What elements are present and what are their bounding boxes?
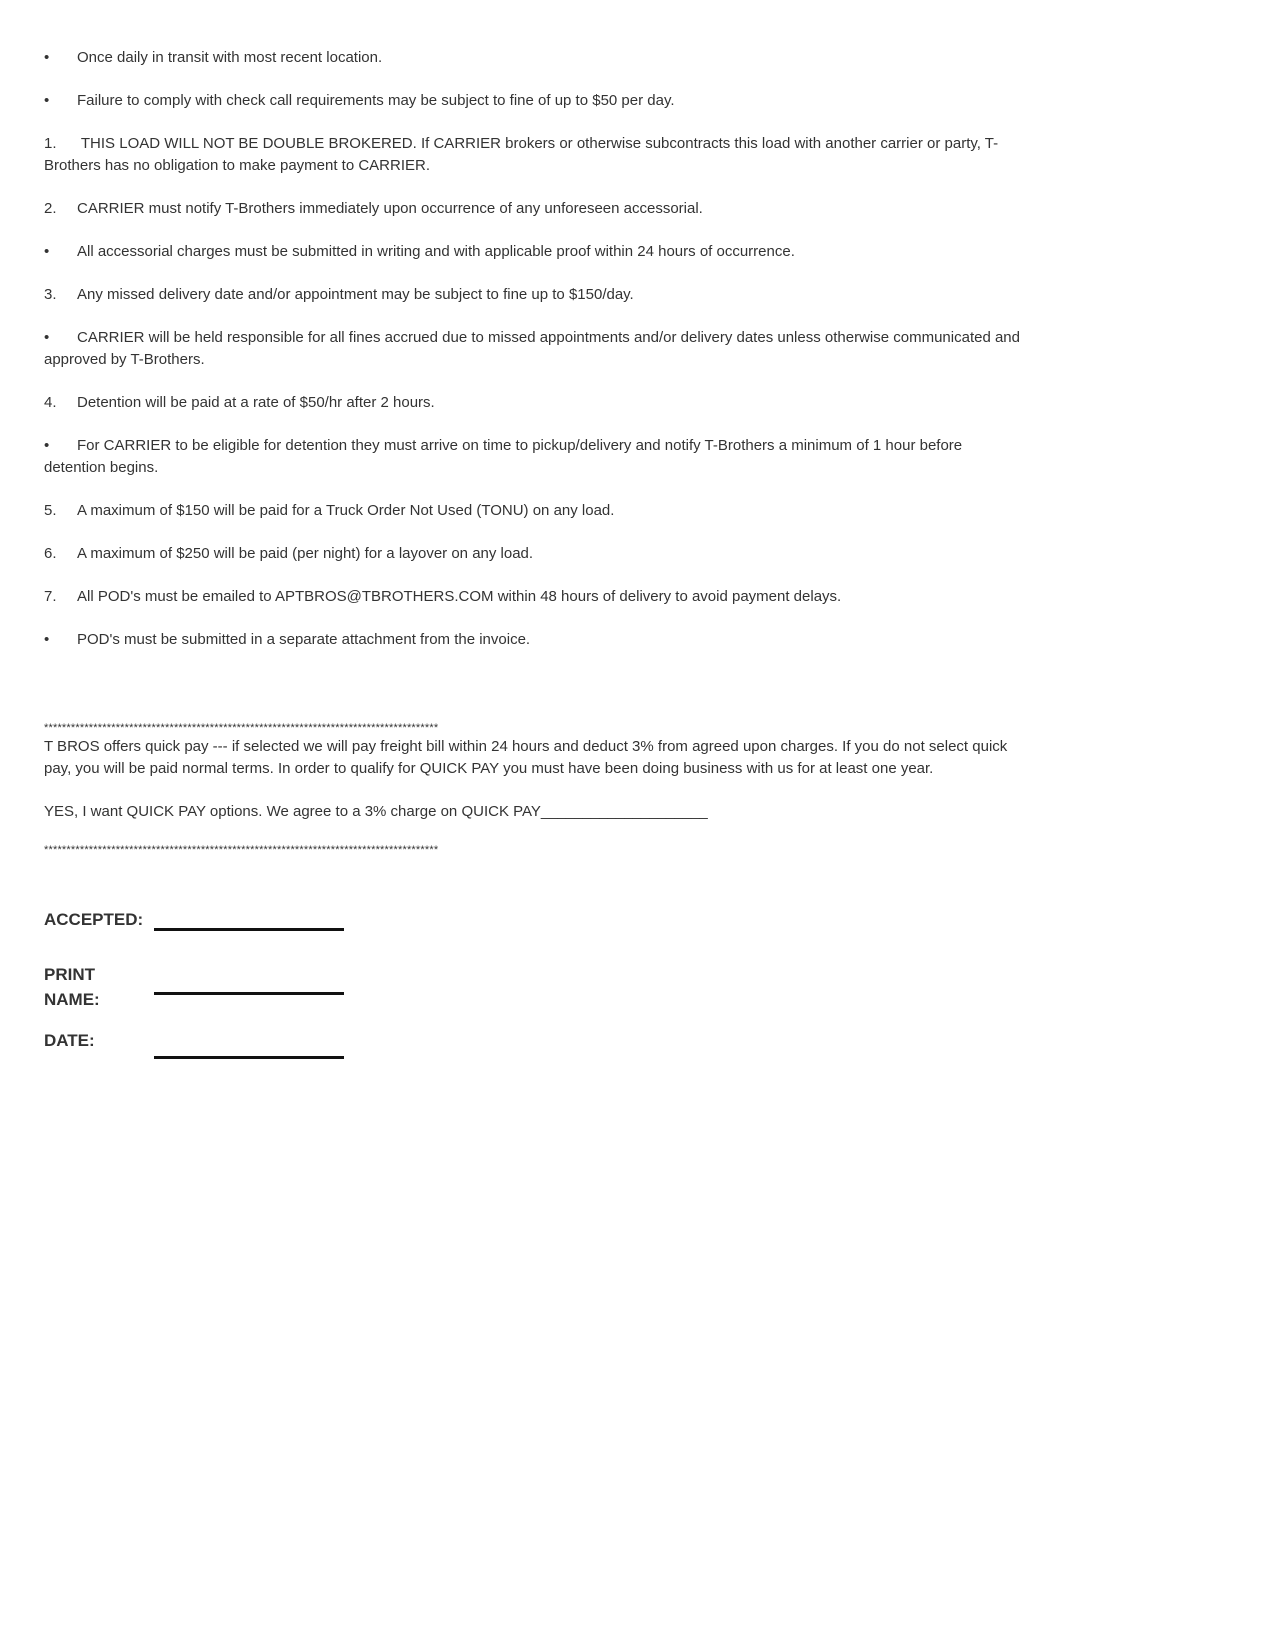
term-text: A maximum of $150 will be paid for a Truck Order Not Used (TONU) on any load. (77, 502, 615, 519)
print-label-line1: PRINT (44, 965, 95, 984)
terms-list (44, 47, 1024, 651)
term-marker: • (44, 437, 50, 454)
quick-pay-opt-in[interactable]: YES, I want QUICK PAY options. We agree to a 3% charge on QUICK PAY____________________ (44, 803, 708, 820)
term-item (44, 629, 1024, 651)
date-line[interactable] (154, 1056, 344, 1059)
term-text: All accessorial charges must be submitted in writing and with applicable proof within 24 hours of occurrence. (77, 243, 795, 260)
quick-pay-description: T BROS offers quick pay --- if selected we will pay freight bill within 24 hours and deduct 3% from agreed upon charges. If you do not select quick pay, you will be paid normal terms. In order to qualify for QUICK PAY you must have been doing business with us for at least one year. (44, 738, 1008, 777)
terms-document (44, 47, 1024, 856)
term-item (44, 198, 1024, 220)
print-name-line[interactable] (154, 992, 344, 995)
term-item (44, 435, 1024, 479)
accepted-label: ACCEPTED: (44, 910, 144, 929)
term-item (44, 586, 1024, 608)
term-text: CARRIER must notify T-Brothers immediately upon occurrence of any unforeseen accessorial. (77, 200, 703, 217)
section-spacer (44, 672, 1024, 722)
term-marker: • (44, 243, 50, 260)
term-item (44, 133, 1024, 177)
term-text: A maximum of $250 will be paid (per night) for a layover on any load. (77, 545, 534, 562)
term-item (44, 90, 1024, 112)
term-text: For CARRIER to be eligible for detention they must arrive on time to pickup/delivery and notify T-Brothers a minimum of 1 hour before detention begins. (44, 437, 963, 476)
term-marker: • (44, 631, 50, 648)
term-item (44, 392, 1024, 414)
term-marker: 6. (44, 545, 57, 562)
term-text: THIS LOAD WILL NOT BE DOUBLE BROKERED. If CARRIER brokers or otherwise subcontracts this load with another carrier or party, T-Brothers has no obligation to make payment to CARRIER. (44, 135, 999, 174)
term-marker: • (44, 329, 50, 346)
term-text: CARRIER will be held responsible for all fines accrued due to missed appointments and/or delivery dates unless otherwise communicated and approved by T-Brothers. (44, 329, 1020, 368)
term-marker: • (44, 92, 50, 109)
term-text: POD's must be submitted in a separate attachment from the invoice. (77, 631, 531, 648)
term-item (44, 284, 1024, 306)
term-marker: 1. (44, 135, 57, 152)
term-marker: 5. (44, 502, 57, 519)
term-text: Detention will be paid at a rate of $50/hr after 2 hours. (77, 394, 435, 411)
term-item (44, 500, 1024, 522)
term-text: Once daily in transit with most recent location. (77, 49, 383, 66)
accepted-signature-line[interactable] (154, 928, 344, 931)
term-text: All POD's must be emailed to APTBROS@TBROTHERS.COM within 48 hours of delivery to avoid payment delays. (77, 588, 842, 605)
print-name-label (44, 962, 100, 1012)
term-text: Any missed delivery date and/or appointment may be subject to fine up to $150/day. (77, 286, 634, 303)
print-label-line2: NAME: (44, 990, 100, 1009)
quick-pay-section (44, 722, 1024, 856)
separator-top: **************************************************************************************** (44, 722, 439, 734)
term-item (44, 241, 1024, 263)
term-item (44, 327, 1024, 371)
separator-bottom: **************************************************************************************** (44, 844, 439, 856)
term-marker: 7. (44, 588, 57, 605)
term-item (44, 47, 1024, 69)
date-label: DATE: (44, 1031, 95, 1050)
term-item (44, 543, 1024, 565)
term-text: Failure to comply with check call requirements may be subject to fine of up to $50 per day. (77, 92, 675, 109)
term-marker: 2. (44, 200, 57, 217)
term-marker: 3. (44, 286, 57, 303)
term-marker: 4. (44, 394, 57, 411)
term-marker: • (44, 49, 50, 66)
